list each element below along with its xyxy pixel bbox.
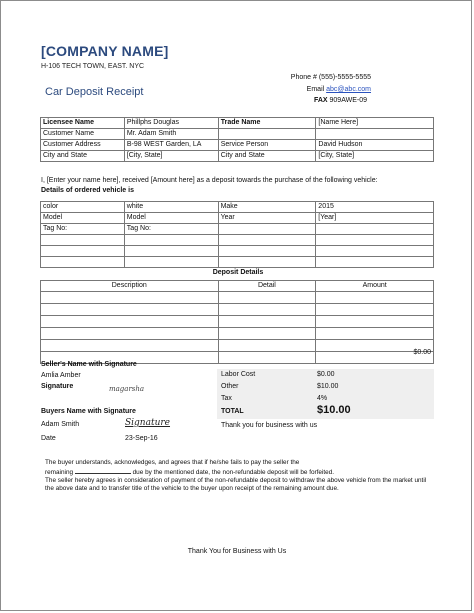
deposit-header-detail: Detail [218, 281, 316, 292]
terms-remaining: remaining [45, 469, 74, 476]
deposit-table [40, 280, 434, 364]
vehicle-cell: color [41, 202, 125, 213]
deposit-cell [218, 316, 316, 328]
date-label: Date [41, 435, 56, 442]
vehicle-cell: [Year] [316, 213, 434, 224]
deposit-cell [41, 316, 219, 328]
vehicle-row [41, 235, 434, 246]
licensee-cell [316, 129, 434, 140]
deposit-cell [316, 328, 434, 340]
deposit-subtotal: $0.00 [413, 349, 431, 356]
vehicle-cell [316, 235, 434, 246]
licensee-cell: Service Person [218, 140, 316, 151]
vehicle-cell [124, 235, 218, 246]
licensee-cell: [City, State] [124, 151, 218, 162]
other-label: Other [221, 383, 239, 390]
deposit-cell [41, 340, 219, 352]
vehicle-row [41, 202, 434, 213]
email-label: Email [306, 86, 325, 93]
deposit-cell [316, 292, 434, 304]
deposit-row [41, 328, 434, 340]
licensee-cell: [Name Here] [316, 118, 434, 129]
licensee-cell: Licensee Name [41, 118, 125, 129]
terms-line-1: The buyer understands, acknowledges, and agrees that if he/she fails to pay the seller the [45, 459, 300, 466]
fax-label: FAX [313, 97, 328, 104]
company-name: [COMPANY NAME] [41, 43, 169, 59]
vehicle-cell [218, 224, 316, 235]
licensee-cell: Mr. Adam Smith [124, 129, 218, 140]
licensee-cell: B-98 WEST Garden, LA [124, 140, 218, 151]
vehicle-cell [41, 246, 125, 257]
buyer-signature: Signature [125, 418, 171, 428]
licensee-cell: Phillphs Douglas [124, 118, 218, 129]
licensee-cell: City and State [218, 151, 316, 162]
licensee-cell: Trade Name [218, 118, 316, 129]
phone-value: (555)-5555-5555 [318, 74, 371, 81]
tax-label: Tax [221, 395, 232, 402]
vehicle-row [41, 213, 434, 224]
document-title: Car Deposit Receipt [45, 86, 144, 98]
labor-cost-value: $0.00 [317, 371, 335, 378]
phone-label: Phone # [290, 74, 317, 81]
deposit-cell [41, 292, 219, 304]
vehicle-cell: white [124, 202, 218, 213]
licensee-cell: David Hudson [316, 140, 434, 151]
licensee-cell: [City, State] [316, 151, 434, 162]
licensee-row [41, 151, 434, 162]
vehicle-cell [124, 246, 218, 257]
total-value: $10.00 [317, 404, 351, 416]
labor-cost-label: Labor Cost [221, 371, 256, 378]
licensee-table [40, 117, 434, 162]
terms-line-2 [45, 467, 431, 477]
vehicle-cell [316, 246, 434, 257]
deposit-statement: I, [Enter your name here], received [Amount here] as a deposit towards the purchase of the following vehicle: [41, 177, 378, 184]
vehicle-cell [41, 257, 125, 268]
email-link[interactable]: abc@abc.com [326, 86, 371, 93]
deposit-row [41, 292, 434, 304]
vehicle-cell: Tag No: [124, 224, 218, 235]
licensee-cell: Customer Name [41, 129, 125, 140]
company-address: H-106 TECH TOWN, EAST. NYC [41, 63, 145, 70]
deposit-cell [316, 304, 434, 316]
seller-signature: magarsha [109, 385, 145, 393]
buyer-title: Buyers Name with Signature [41, 408, 136, 415]
tax-value: 4% [317, 395, 328, 402]
deposit-cell [218, 328, 316, 340]
terms-text [45, 459, 431, 493]
vehicle-cell [218, 246, 316, 257]
vehicle-cell [124, 257, 218, 268]
vehicle-row [41, 224, 434, 235]
deposit-header-description: Description [41, 281, 219, 292]
vehicle-cell: 2015 [316, 202, 434, 213]
deposit-row [41, 304, 434, 316]
deposit-cell [316, 316, 434, 328]
vehicle-details-title: Details of ordered vehicle is [41, 187, 134, 194]
seller-signature-label: Signature [41, 383, 74, 390]
licensee-cell: Customer Address [41, 140, 125, 151]
vehicle-cell: Tag No: [41, 224, 125, 235]
vehicle-cell: Model [124, 213, 218, 224]
deposit-cell [218, 304, 316, 316]
phone-line [291, 74, 371, 81]
thanks-message: Thank you for business with us [221, 422, 318, 429]
deposit-cell [41, 304, 219, 316]
deposit-cell [41, 328, 219, 340]
vehicle-table [40, 201, 434, 268]
vehicle-cell [316, 224, 434, 235]
licensee-row [41, 118, 434, 129]
blank-amount-line [75, 467, 131, 474]
deposit-cell [218, 340, 316, 352]
total-label: TOTAL [221, 408, 244, 415]
fax-value: 909AWE-09 [329, 97, 367, 104]
deposit-cell [218, 292, 316, 304]
other-value: $10.00 [317, 383, 339, 390]
licensee-cell [218, 129, 316, 140]
vehicle-cell: Year [218, 213, 316, 224]
vehicle-cell [218, 257, 316, 268]
licensee-cell: City and State [41, 151, 125, 162]
vehicle-cell: Make [218, 202, 316, 213]
deposit-header-amount: Amount [316, 281, 434, 292]
deposit-row [41, 316, 434, 328]
terms-due: due by the mentioned date, the non-refundable deposit will be forfeited. [132, 469, 335, 476]
fax-line [314, 97, 367, 104]
terms-line-3: The seller hereby agrees in consideration of payment of the non-refundable deposit to withdraw the above vehicle from the market until the above date and to transfer title of the vehicle to the buyer upon receipt of the remaining amount due. [45, 477, 427, 492]
seller-name: Amlia Amber [41, 372, 81, 379]
vehicle-row [41, 257, 434, 268]
footer-thanks: Thank You for Business with Us [187, 548, 287, 555]
licensee-row [41, 129, 434, 140]
deposit-details-title: Deposit Details [212, 269, 264, 276]
email-line [307, 86, 371, 93]
licensee-row [41, 140, 434, 151]
vehicle-cell [218, 235, 316, 246]
vehicle-cell [316, 257, 434, 268]
seller-title: Seller's Name with Signature [41, 361, 137, 368]
vehicle-row [41, 246, 434, 257]
buyer-name: Adam Smith [41, 421, 80, 428]
deposit-cell [218, 352, 316, 364]
vehicle-cell [41, 235, 125, 246]
deposit-row [41, 340, 434, 352]
vehicle-cell: Model [41, 213, 125, 224]
date-value: 23-Sep-16 [125, 435, 158, 442]
